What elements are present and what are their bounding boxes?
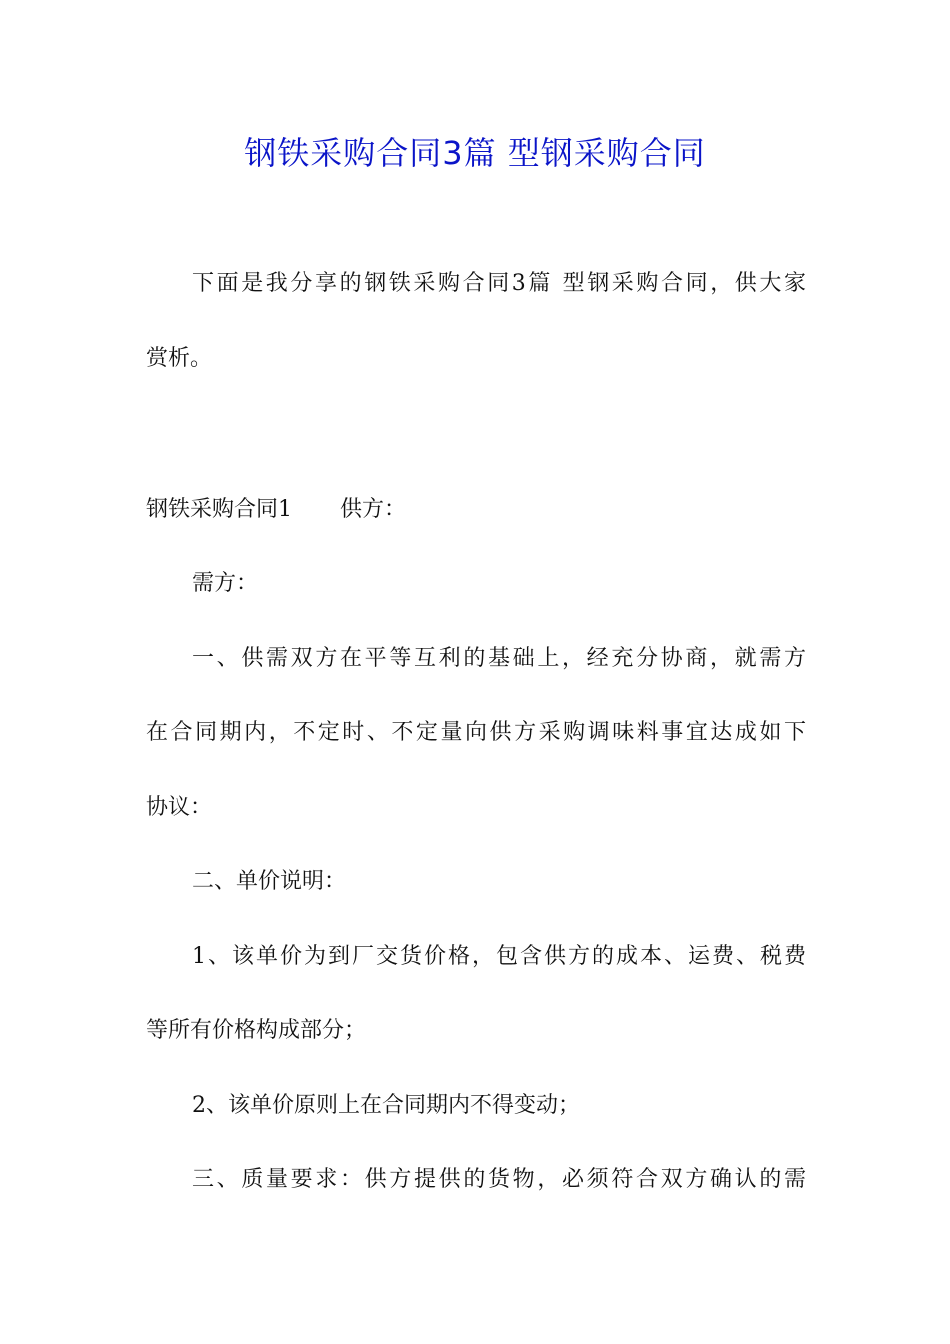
clause-1-line-2: 在合同期内，不定时、不定量向供方采购调味料事宜达成如下 [146, 720, 806, 745]
intro-line-2: 赏析。 [146, 346, 213, 371]
clause-1-line-1: 一、供需双方在平等互利的基础上，经充分协商，就需方 [192, 646, 806, 671]
clause-1-line-3: 协议： [146, 795, 213, 820]
clause-2-item-1-line-2: 等所有价格构成部分； [146, 1018, 367, 1043]
buyer-label: 需方： [192, 571, 259, 596]
document-title: 钢铁采购合同3篇 型钢采购合同 [244, 134, 706, 172]
clause-2-item-1-line-1: 1、该单价为到厂交货价格，包含供方的成本、运费、税费 [192, 944, 806, 969]
supplier-label: 供方： [340, 497, 407, 522]
clause-2-heading: 二、单价说明： [192, 869, 347, 894]
clause-2-item-2: 2、该单价原则上在合同期内不得变动； [192, 1093, 580, 1118]
contract-heading: 钢铁采购合同1 [146, 497, 292, 522]
intro-line-1: 下面是我分享的钢铁采购合同3篇 型钢采购合同，供大家 [192, 271, 806, 296]
clause-3-line-1: 三、质量要求：供方提供的货物，必须符合双方确认的需 [192, 1167, 806, 1192]
contract-heading-line [146, 494, 806, 526]
